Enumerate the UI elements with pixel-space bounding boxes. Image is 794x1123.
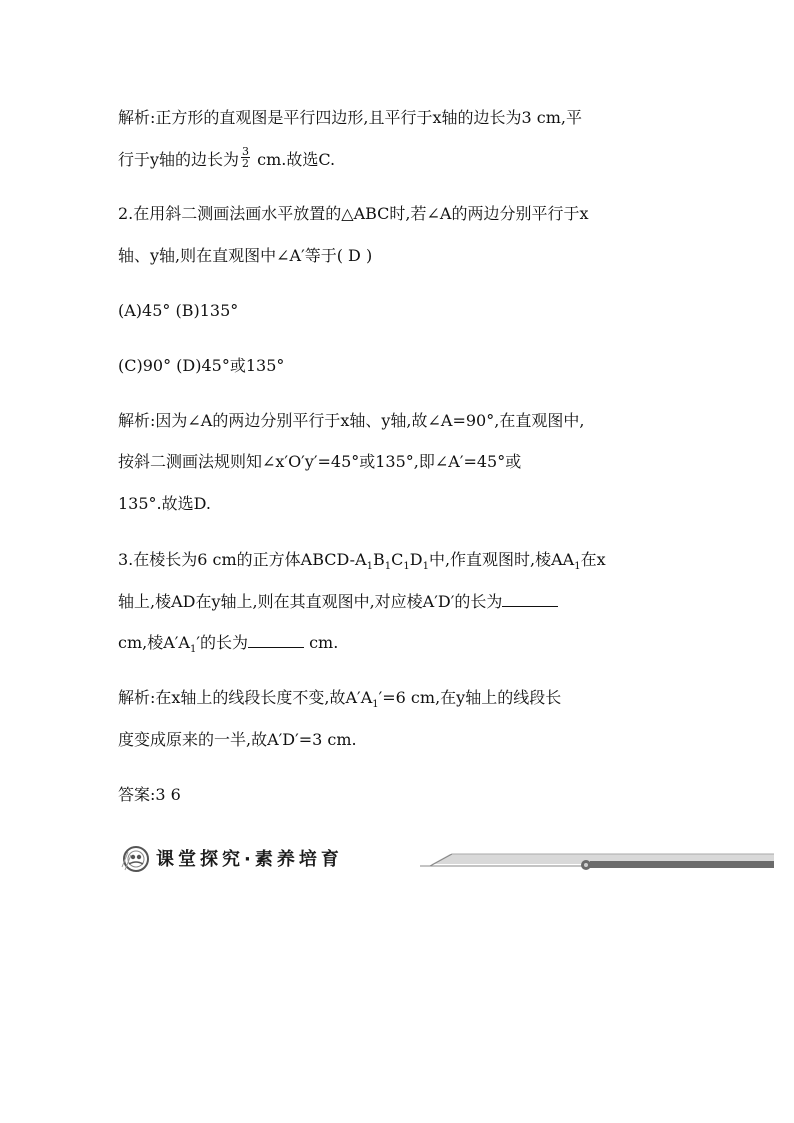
- section-banner: [120, 842, 774, 874]
- q3-stem-line-1: [118, 550, 606, 577]
- q2-analysis-line-2: 按斜二测画法规则知∠x′O′y′=45°或135°,即∠A′=45°或: [118, 452, 522, 471]
- q3-stem-text-c: C: [391, 550, 404, 569]
- fraction-numerator: 3: [242, 145, 250, 158]
- q1-analysis-line-1: 解析:正方形的直观图是平行四边形,且平行于x轴的边长为3 cm,平: [118, 108, 582, 127]
- q3-analysis-line-1: [118, 688, 561, 715]
- subscript: 1: [189, 644, 197, 656]
- q3-stem-text-d: D: [409, 550, 423, 569]
- q3-analysis-line-2: 度变成原来的一半,故A′D′=3 cm.: [118, 730, 357, 749]
- subscript: 1: [403, 561, 410, 573]
- q1-analysis-text-b: cm.故选C.: [252, 150, 336, 169]
- subscript: 1: [422, 561, 429, 573]
- answer-blank-1: [502, 592, 558, 607]
- q3-stem-text-a: 3.在棱长为6 cm的正方体ABCD-A: [118, 550, 367, 569]
- q1-analysis-line-2: [118, 145, 336, 172]
- q2-stem-line-1: 2.在用斜二测画法画水平放置的△ABC时,若∠A的两边分别平行于x: [118, 204, 589, 223]
- q3-analysis-text-a: 解析:在x轴上的线段长度不变,故A′A: [118, 688, 373, 707]
- q3-stem-text-f: 在x: [580, 550, 606, 569]
- subscript: 1: [384, 561, 392, 573]
- q3-answer: 答案:3 6: [118, 785, 181, 804]
- subscript: 1: [366, 561, 373, 573]
- subscript: 1: [574, 561, 581, 573]
- q3-stem-text-j: cm.: [303, 633, 339, 652]
- q3-stem-line-2: [118, 592, 558, 612]
- fraction-three-halves: [241, 146, 250, 169]
- q2-options-line-2: (C)90° (D)45°或135°: [118, 356, 285, 375]
- q2-options-line-1: (A)45° (B)135°: [118, 301, 239, 320]
- q3-stem-text-h: cm,棱A′A: [118, 633, 190, 652]
- q3-stem-text-e: 中,作直观图时,棱AA: [428, 550, 575, 569]
- q2-analysis-line-1: 解析:因为∠A的两边分别平行于x轴、y轴,故∠A=90°,在直观图中,: [118, 411, 585, 430]
- q2-stem-line-2: 轴、y轴,则在直观图中∠A′等于( D ): [118, 246, 373, 265]
- fraction-denominator: 2: [242, 157, 250, 170]
- answer-blank-2: [248, 633, 304, 648]
- q2-analysis-line-3: 135°.故选D.: [118, 494, 211, 513]
- q3-stem-text-i: ′的长为: [196, 633, 248, 652]
- section-banner-title: 课堂探究·素养培育: [156, 849, 343, 870]
- q1-analysis-text-a: 行于y轴的边长为: [118, 150, 240, 169]
- q3-stem-line-3: [118, 633, 338, 660]
- subscript: 1: [372, 699, 379, 711]
- q3-stem-text-b: B: [372, 550, 385, 569]
- q3-analysis-text-b: ′=6 cm,在y轴上的线段长: [378, 688, 562, 707]
- q3-stem-text-g: 轴上,棱AD在y轴上,则在其直观图中,对应棱A′D′的长为: [118, 592, 503, 611]
